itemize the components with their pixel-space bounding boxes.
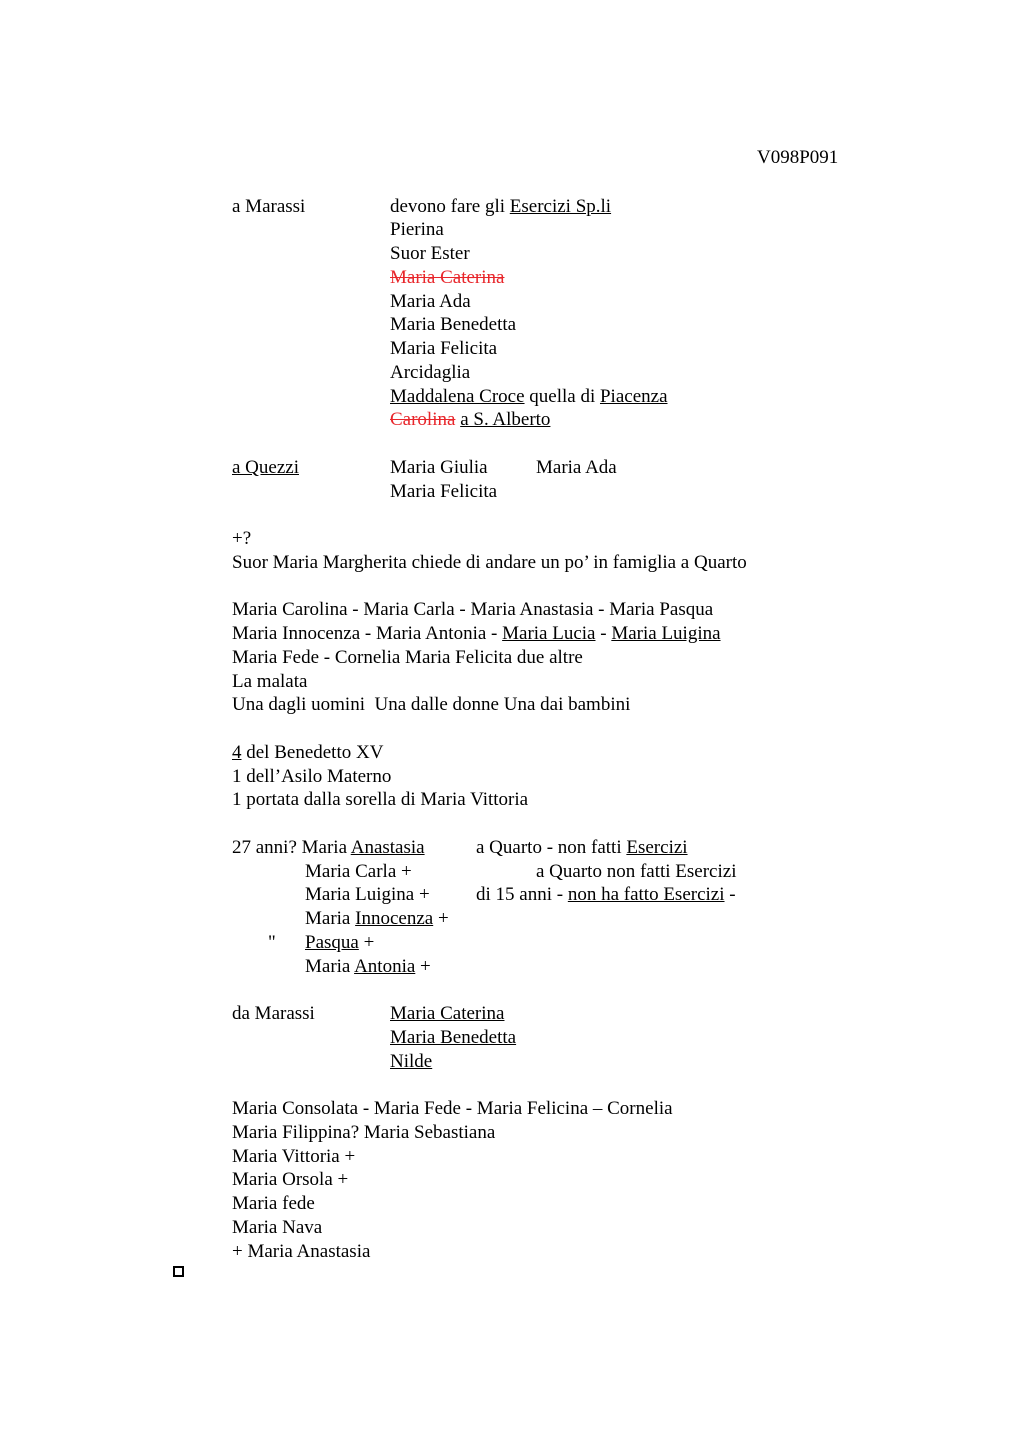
ages-row-1-left — [232, 836, 425, 860]
innocenza: Innocenza — [355, 908, 434, 929]
da-marassi-name-1: Maria Caterina — [390, 1003, 505, 1024]
marassi-name-7: Arcidaglia — [390, 362, 471, 383]
marassi-name-8 — [390, 385, 668, 409]
ages-r4-c: + — [433, 908, 449, 929]
final-line-7: + Maria Anastasia — [232, 1241, 371, 1262]
quella-di: quella di — [524, 386, 600, 407]
piacenza: Piacenza — [599, 386, 668, 407]
ages-row-5 — [305, 931, 374, 955]
s-alberto: a S. Alberto — [460, 409, 551, 430]
final-line-1: Maria Consolata - Maria Fede - Maria Felicina – Cornelia — [232, 1098, 673, 1119]
group1-line-2 — [232, 622, 721, 646]
note-text: Suor Maria Margherita chiede di andare un po’ in famiglia a Quarto — [232, 552, 747, 573]
ages-r1-a: 27 anni? Maria — [232, 837, 351, 858]
ages-r5-b: + — [358, 932, 375, 953]
marassi-label: a Marassi — [232, 196, 306, 217]
quezzi-name-2: Maria Felicita — [390, 481, 498, 502]
ages-r6-c: + — [415, 956, 431, 977]
da-marassi-name-2: Maria Benedetta — [390, 1027, 517, 1048]
antonia: Antonia — [354, 956, 416, 977]
group1-line-3: Maria Fede - Cornelia Maria Felicita due altre — [232, 647, 583, 668]
maddalena-croce: Maddalena Croce — [390, 386, 525, 407]
esercizi-link: Esercizi Sp.li — [509, 196, 612, 217]
page-id: V098P091 — [757, 147, 839, 168]
marassi-name-2: Suor Ester — [390, 243, 470, 264]
final-line-2: Maria Filippina? Maria Sebastiana — [232, 1122, 496, 1143]
da-marassi-label: da Marassi — [232, 1003, 315, 1024]
marassi-intro-text: devono fare gli — [390, 196, 510, 217]
quezzi-label: a Quezzi — [232, 457, 299, 478]
marassi-name-6: Maria Felicita — [390, 338, 498, 359]
group1-line-5: Una dagli uomini Una dalle donne Una dai bambini — [232, 694, 631, 715]
group1-l2-c: - — [595, 623, 612, 644]
quezzi-name-1: Maria Giulia — [390, 457, 488, 478]
non-ha-fatto: non ha fatto Esercizi — [567, 884, 725, 905]
marassi-intro — [390, 195, 611, 219]
ages-row-3-left: Maria Luigina + — [305, 884, 430, 905]
final-line-6: Maria Nava — [232, 1217, 323, 1238]
group1-l2-a: Maria Innocenza - Maria Antonia - — [232, 623, 503, 644]
ages-row-3-right — [476, 883, 736, 907]
final-line-5: Maria fede — [232, 1193, 315, 1214]
ages-r4-a: Maria — [305, 908, 356, 929]
marassi-name-4: Maria Ada — [390, 291, 471, 312]
marassi-name-1: Pierina — [390, 219, 444, 240]
count-rest: del Benedetto XV — [241, 742, 384, 763]
ditto-mark: " — [268, 932, 276, 953]
checkbox-square-icon — [173, 1266, 184, 1277]
ages-r3-c: di 15 anni - — [476, 884, 568, 905]
quezzi-name-1b: Maria Ada — [536, 457, 617, 478]
maria-lucia: Maria Lucia — [502, 623, 596, 644]
pasqua: Pasqua — [305, 932, 359, 953]
maria-luigina: Maria Luigina — [611, 623, 721, 644]
group1-line-1: Maria Carolina - Maria Carla - Maria Anastasia - Maria Pasqua — [232, 599, 714, 620]
ages-row-1-right — [476, 836, 688, 860]
counts-line-3: 1 portata dalla sorella di Maria Vittoria — [232, 789, 529, 810]
counts-line-2: 1 dell’Asilo Materno — [232, 766, 392, 787]
ages-row-2-right: a Quarto non fatti Esercizi — [536, 861, 737, 882]
ages-r6-a: Maria — [305, 956, 355, 977]
anastasia: Anastasia — [350, 837, 425, 858]
marassi-name-5: Maria Benedetta — [390, 314, 517, 335]
da-marassi-name-3: Nilde — [390, 1051, 433, 1072]
final-line-3: Maria Vittoria + — [232, 1146, 356, 1167]
ages-r3-e: - — [724, 884, 736, 905]
ages-row-4 — [305, 907, 449, 931]
note-mark: +? — [232, 528, 252, 549]
group1-line-4: La malata — [232, 671, 308, 692]
marassi-name-3-struck: Maria Caterina — [390, 267, 505, 288]
ages-row-6 — [305, 955, 431, 979]
final-line-4: Maria Orsola + — [232, 1169, 349, 1190]
marassi-name-9 — [390, 408, 550, 432]
counts-line-1 — [232, 741, 383, 765]
ages-r1-c: a Quarto - non fatti — [476, 837, 627, 858]
esercizi: Esercizi — [626, 837, 688, 858]
carolina-struck: Carolina — [390, 409, 456, 430]
count-number: 4 — [232, 742, 242, 763]
ages-row-2-left: Maria Carla + — [305, 861, 412, 882]
